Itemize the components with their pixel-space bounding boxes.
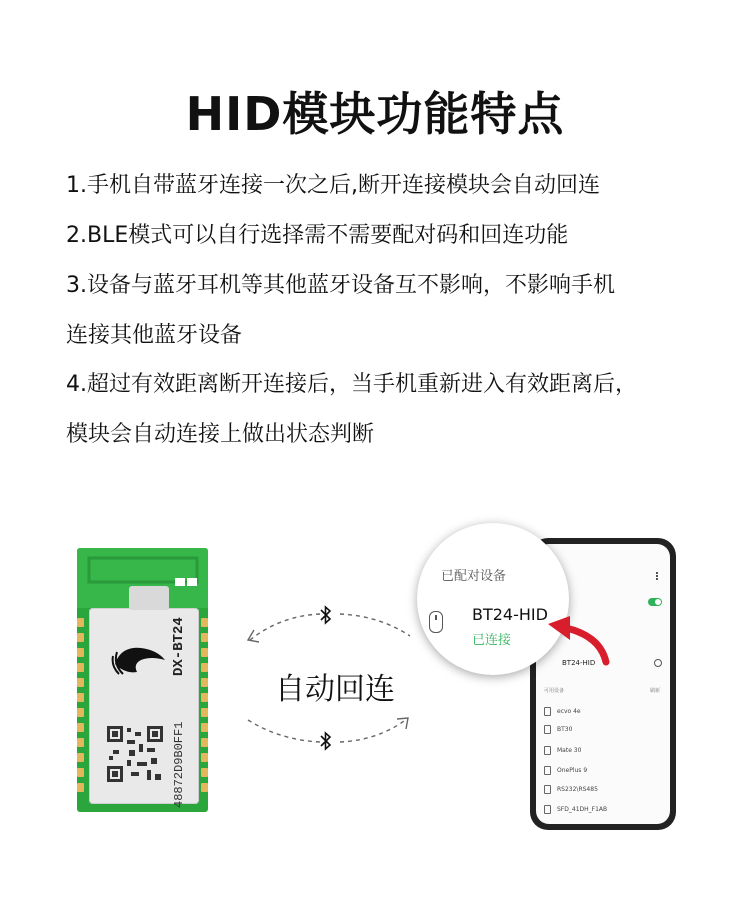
feature-line-3b: 连接其他蓝牙设备 (66, 323, 243, 348)
brand-logo-icon (111, 642, 169, 682)
info-icon[interactable] (654, 659, 662, 667)
device-item[interactable]: Mate 30 (544, 746, 581, 755)
auto-reconnect-label: 自动回连 (275, 672, 395, 707)
more-icon[interactable] (656, 572, 660, 580)
page-title: HID模块功能特点 (185, 87, 565, 141)
bluetooth-icon (319, 605, 333, 625)
device-item[interactable]: BT30 (544, 725, 572, 734)
device-item[interactable]: OnePlus 9 (544, 766, 587, 775)
module-name: DX-BT24 (171, 617, 187, 676)
paired-devices-heading: 已配对设备 (441, 569, 507, 584)
qr-code-icon (107, 726, 163, 782)
bluetooth-module (77, 548, 208, 812)
feature-line-1: 1.手机自带蓝牙连接一次之后,断开连接模块会自动回连 (66, 173, 600, 198)
device-item[interactable]: SFD_41DH_F1AB (544, 805, 607, 814)
bluetooth-icon (319, 731, 333, 751)
feature-line-4b: 模块会自动连接上做出状态判断 (66, 422, 375, 447)
module-shield (89, 608, 199, 808)
feature-line-2: 2.BLE模式可以自行选择需不需要配对码和回连功能 (66, 223, 569, 248)
available-devices-label: 可用设备 (544, 688, 565, 694)
feature-line-4: 4.超过有效距离断开连接后，当手机重新进入有效距离后， (66, 372, 637, 397)
bluetooth-toggle[interactable] (648, 598, 662, 606)
device-name[interactable]: BT24-HID (472, 605, 548, 624)
refresh-button[interactable]: 刷新 (650, 688, 661, 694)
connection-status: 已连接 (472, 633, 512, 648)
right-pads (201, 618, 208, 798)
device-item[interactable]: ecvo 4e (544, 707, 581, 716)
feature-line-3: 3.设备与蓝牙耳机等其他蓝牙设备互不影响，不影响手机 (66, 273, 615, 298)
mouse-icon (429, 611, 443, 633)
module-serial: 48872D9B0FF1 (172, 721, 186, 808)
left-pads (77, 618, 84, 798)
pointer-arrow-icon (540, 598, 620, 668)
paired-device-row[interactable]: BT24-HID (562, 659, 596, 667)
device-item[interactable]: RS232\RS485 (544, 785, 598, 794)
